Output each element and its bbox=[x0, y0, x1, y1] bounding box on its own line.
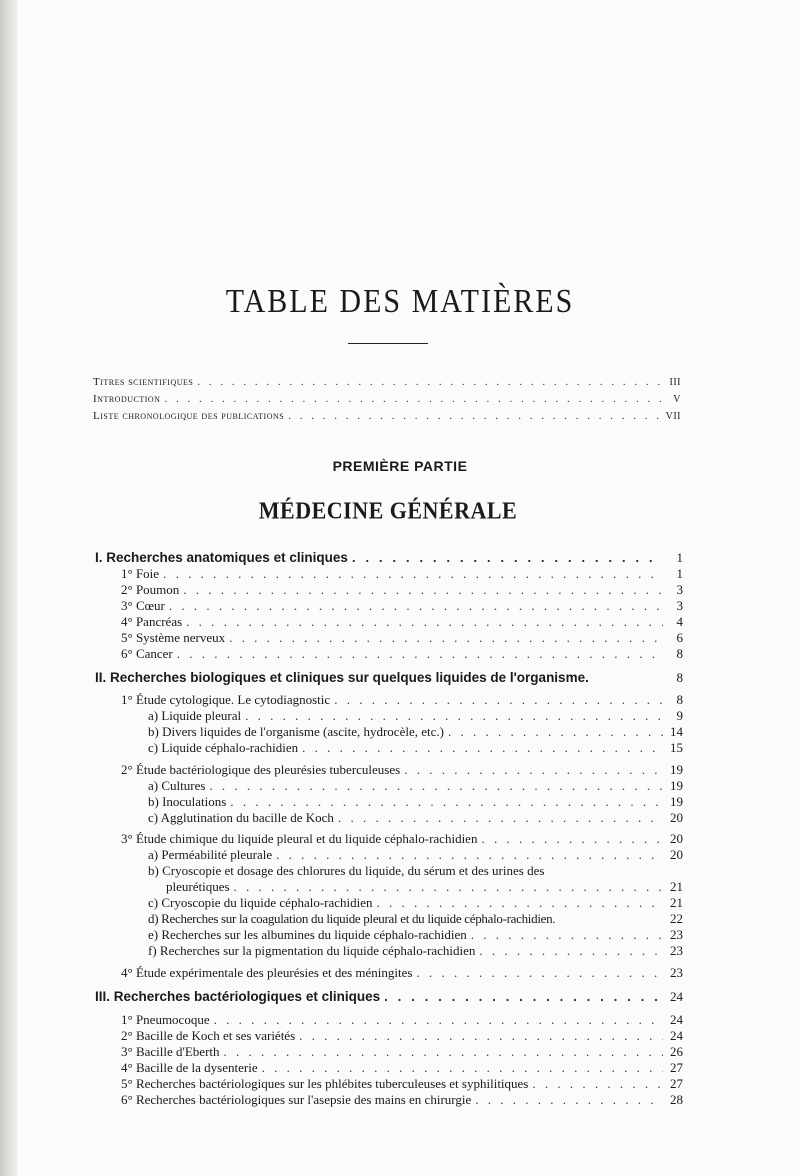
toc-item-page: 8 bbox=[676, 646, 683, 661]
toc-item[interactable] bbox=[121, 598, 683, 614]
toc-item[interactable] bbox=[148, 810, 683, 826]
toc-item-page: 19 bbox=[670, 778, 683, 793]
leader-dots bbox=[245, 708, 663, 724]
toc-item-page: 26 bbox=[670, 1044, 683, 1059]
toc-item-page: 28 bbox=[670, 1092, 683, 1107]
leader-dots bbox=[209, 778, 663, 794]
toc-item-page: 1 bbox=[676, 566, 683, 581]
leader-dots bbox=[183, 582, 663, 598]
part-label: PREMIÈRE PARTIE bbox=[332, 458, 468, 474]
toc-entry-page: V bbox=[673, 394, 681, 405]
page-title: TABLE DES MATIÈRES bbox=[225, 282, 575, 320]
toc-item-label: 2° Étude bactériologique des pleurésies tuberculeuses bbox=[121, 762, 401, 777]
toc-item-label: 3° Cœur bbox=[121, 598, 165, 613]
leader-dots bbox=[197, 376, 661, 388]
toc-entry-label: Liste chronologique des publications bbox=[93, 410, 285, 422]
part-title: MÉDECINE GÉNÉRALE bbox=[258, 496, 518, 525]
leader-dots bbox=[384, 989, 663, 1004]
toc-item-label: d) Recherches sur la coagulation du liquide pleural et du liquide céphalo-rachidien. bbox=[148, 911, 556, 926]
toc-item-page: 24 bbox=[670, 1012, 683, 1027]
toc-entry-introduction[interactable] bbox=[93, 393, 681, 405]
toc-item-label: a) Liquide pleural bbox=[148, 708, 242, 723]
toc-section-label: II. Recherches biologiques et cliniques sur quelques liquides de l'organisme. bbox=[95, 670, 589, 685]
toc-item-page: 4 bbox=[676, 614, 683, 629]
toc-item-label: 4° Bacille de la dysenterie bbox=[121, 1060, 258, 1075]
toc-item[interactable] bbox=[148, 740, 683, 756]
toc-entry-page: III bbox=[669, 377, 681, 388]
toc-section-label: I. Recherches anatomiques et cliniques bbox=[95, 550, 348, 565]
leader-dots bbox=[475, 1092, 663, 1108]
toc-item-label: 2° Poumon bbox=[121, 582, 180, 597]
toc-item-label: c) Agglutination du bacille de Koch bbox=[148, 810, 334, 825]
toc-section-label: III. Recherches bactériologiques et cliniques bbox=[95, 989, 381, 1004]
toc-item-page: 6 bbox=[676, 630, 683, 645]
toc-item-label: 5° Système nerveux bbox=[121, 630, 226, 645]
toc-item[interactable] bbox=[148, 943, 683, 959]
toc-item[interactable] bbox=[121, 566, 683, 582]
toc-item[interactable] bbox=[121, 630, 683, 646]
leader-dots bbox=[404, 762, 663, 778]
page-edge bbox=[0, 0, 18, 1176]
toc-item-label: b) Inoculations bbox=[148, 794, 227, 809]
toc-item-label: a) Cultures bbox=[148, 778, 206, 793]
toc-item-page: 23 bbox=[670, 927, 683, 942]
leader-dots bbox=[169, 598, 663, 614]
toc-item[interactable] bbox=[148, 794, 683, 810]
leader-dots bbox=[334, 692, 663, 708]
toc-item-label: 4° Pancréas bbox=[121, 614, 183, 629]
leader-dots bbox=[262, 1060, 663, 1076]
toc-item-page: 20 bbox=[670, 831, 683, 846]
toc-item[interactable] bbox=[121, 614, 683, 630]
toc-item[interactable] bbox=[148, 927, 683, 943]
toc-item[interactable] bbox=[121, 1092, 683, 1108]
toc-section-3[interactable] bbox=[95, 989, 683, 1005]
toc-entry-page: VII bbox=[665, 411, 681, 422]
leader-dots bbox=[299, 1028, 663, 1044]
title-rule bbox=[348, 343, 428, 344]
toc-item-page: 27 bbox=[670, 1076, 683, 1091]
toc-item[interactable] bbox=[121, 762, 683, 778]
leader-dots bbox=[288, 410, 661, 422]
toc-item-label: f) Recherches sur la pigmentation du liquide céphalo-rachidien bbox=[148, 943, 476, 958]
toc-item[interactable] bbox=[166, 879, 683, 895]
toc-section-1[interactable] bbox=[95, 550, 683, 566]
toc-item-label: e) Recherches sur les albumines du liquide céphalo-rachidien bbox=[148, 927, 467, 942]
leader-dots bbox=[532, 1076, 663, 1092]
leader-dots bbox=[224, 1044, 663, 1060]
toc-item[interactable] bbox=[121, 646, 683, 662]
leader-dots bbox=[229, 630, 663, 646]
toc-item-label: 1° Foie bbox=[121, 566, 160, 581]
leader-dots bbox=[186, 614, 663, 630]
toc-item-label: b) Divers liquides de l'organisme (ascite, hydrocèle, etc.) bbox=[148, 724, 444, 739]
toc-item-page: 22 bbox=[670, 911, 683, 926]
leader-dots bbox=[479, 943, 663, 959]
toc-item-page: 19 bbox=[670, 794, 683, 809]
toc-item[interactable] bbox=[148, 778, 683, 794]
toc-item[interactable] bbox=[121, 1060, 683, 1076]
toc-item[interactable] bbox=[148, 847, 683, 863]
toc-item[interactable] bbox=[121, 831, 683, 847]
leader-dots bbox=[276, 847, 663, 863]
toc-item-label: 3° Bacille d'Eberth bbox=[121, 1044, 220, 1059]
toc-entry-liste[interactable] bbox=[93, 410, 681, 422]
toc-item-label: c) Liquide céphalo-rachidien bbox=[148, 740, 299, 755]
toc-item[interactable] bbox=[148, 708, 683, 724]
toc-item-label: 6° Recherches bactériologiques sur l'asepsie des mains en chirurgie bbox=[121, 1092, 472, 1107]
toc-item-label: b) Cryoscopie et dosage des chlorures du liquide, du sérum et des urines des bbox=[148, 863, 545, 878]
toc-item-page: 23 bbox=[670, 943, 683, 958]
toc-item-label: 6° Cancer bbox=[121, 646, 173, 661]
toc-item-page: 3 bbox=[676, 598, 683, 613]
toc-entry-titres[interactable] bbox=[93, 376, 681, 388]
toc-item-page: 19 bbox=[670, 762, 683, 777]
toc-item[interactable] bbox=[121, 1028, 683, 1044]
leader-dots bbox=[377, 895, 663, 911]
toc-section-page: 24 bbox=[670, 989, 683, 1004]
leader-dots bbox=[214, 1012, 663, 1028]
leader-dots bbox=[481, 831, 663, 847]
toc-item-label-continued: pleurétiques bbox=[166, 879, 230, 894]
leader-dots bbox=[164, 393, 661, 405]
toc-item-label: 5° Recherches bactériologiques sur les phlébites tuberculeuses et syphilitiques bbox=[121, 1076, 529, 1091]
toc-item[interactable] bbox=[121, 1012, 683, 1028]
toc-item-label: 4° Étude expérimentale des pleurésies et des méningites bbox=[121, 965, 413, 980]
toc-item[interactable] bbox=[121, 582, 683, 598]
toc-section-2[interactable] bbox=[95, 670, 683, 686]
toc-item-page: 15 bbox=[670, 740, 683, 755]
toc-item-label: 1° Étude cytologique. Le cytodiagnostic bbox=[121, 692, 331, 707]
toc-item-page: 20 bbox=[670, 810, 683, 825]
toc-item-label: a) Perméabilité pleurale bbox=[148, 847, 273, 862]
toc-item-page: 21 bbox=[670, 895, 683, 910]
toc-item-label: 3° Étude chimique du liquide pleural et du liquide céphalo-rachidien bbox=[121, 831, 478, 846]
toc-item[interactable] bbox=[148, 895, 683, 911]
toc-item-page: 14 bbox=[670, 724, 683, 739]
toc-entry-label: Introduction bbox=[93, 393, 161, 405]
toc-item-page: 27 bbox=[670, 1060, 683, 1075]
toc-item-page: 21 bbox=[670, 879, 683, 894]
toc-item[interactable] bbox=[148, 911, 683, 927]
toc-section-page: 1 bbox=[676, 550, 683, 565]
leader-dots bbox=[338, 810, 663, 826]
toc-item-page: 9 bbox=[676, 708, 683, 723]
toc-item-page: 8 bbox=[676, 692, 683, 707]
leader-dots bbox=[163, 566, 663, 582]
toc-item-label: 2° Bacille de Koch et ses variétés bbox=[121, 1028, 296, 1043]
leader-dots bbox=[448, 724, 663, 740]
leader-dots bbox=[416, 965, 663, 981]
toc-item-label: c) Cryoscopie du liquide céphalo-rachidien bbox=[148, 895, 373, 910]
toc-item[interactable] bbox=[121, 1076, 683, 1092]
toc-item[interactable] bbox=[121, 965, 683, 981]
toc-item-page: 24 bbox=[670, 1028, 683, 1043]
toc-entry-label: Titres scientifiques bbox=[93, 376, 194, 388]
leader-dots bbox=[471, 927, 663, 943]
leader-dots bbox=[177, 646, 663, 662]
leader-dots bbox=[230, 794, 663, 810]
toc-item[interactable] bbox=[148, 724, 683, 740]
toc-item-label: 1° Pneumocoque bbox=[121, 1012, 210, 1027]
leader-dots bbox=[352, 550, 663, 565]
toc-item[interactable] bbox=[121, 1044, 683, 1060]
toc-item[interactable] bbox=[121, 692, 683, 708]
toc-item-page: 20 bbox=[670, 847, 683, 862]
leader-dots bbox=[234, 879, 663, 895]
leader-dots bbox=[302, 740, 663, 756]
toc-item-page: 23 bbox=[670, 965, 683, 980]
toc-section-page: 8 bbox=[676, 670, 683, 685]
toc-item-page: 3 bbox=[676, 582, 683, 597]
